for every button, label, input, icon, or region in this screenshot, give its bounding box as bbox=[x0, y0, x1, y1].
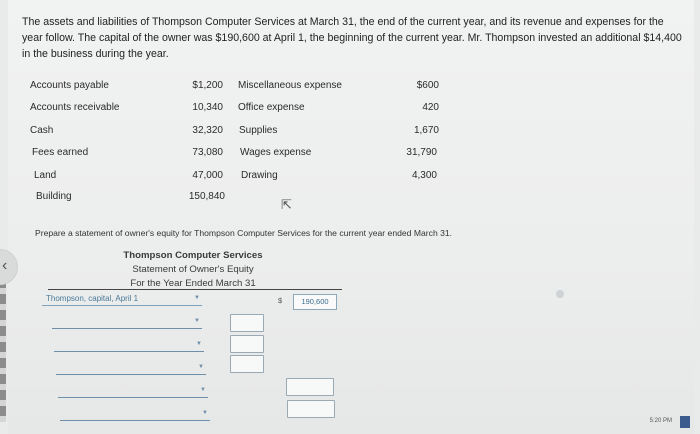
amount-input-row-4[interactable] bbox=[230, 355, 264, 373]
account-select-row-5[interactable] bbox=[58, 385, 208, 398]
amount-input-row-3[interactable] bbox=[230, 335, 264, 353]
account-select-row-2[interactable] bbox=[52, 316, 202, 329]
account-name: Miscellaneous expense bbox=[238, 80, 342, 91]
amount-input-row-5[interactable] bbox=[286, 378, 334, 396]
decorative-dot bbox=[556, 290, 564, 298]
taskbar-clock: 5:20 PM bbox=[649, 418, 672, 424]
account-amount: $1,200 bbox=[192, 80, 223, 91]
chevron-down-icon: ▼ bbox=[194, 295, 200, 301]
account-name: Building bbox=[36, 191, 72, 202]
problem-intro: The assets and liabilities of Thompson Computer Services at March 31, the end of the current year, and its revenue and expenses for the year follow. The capital of the owner was $190,600 at April 1, the beginning of the current year. Mr. Thompson invested an additional $14,400 in the business during the year. bbox=[22, 16, 682, 60]
account-name: Accounts receivable bbox=[30, 102, 120, 113]
account-amount: 32,320 bbox=[192, 125, 223, 136]
homework-page bbox=[8, 0, 694, 434]
mouse-cursor-icon: ⇱ bbox=[281, 197, 292, 212]
statement-company: Thompson Computer Services bbox=[123, 250, 263, 261]
account-select-row-6[interactable] bbox=[60, 408, 210, 421]
problem-prompt: Prepare a statement of owner's equity for Thompson Computer Services for the current year ended March 31. bbox=[35, 228, 453, 238]
account-amount: 4,300 bbox=[411, 170, 437, 181]
account-select-row-3[interactable] bbox=[54, 339, 204, 352]
account-amount: $600 bbox=[416, 80, 439, 91]
chevron-down-icon: ▼ bbox=[198, 364, 204, 370]
account-amount: 31,790 bbox=[406, 147, 437, 158]
account-name: Wages expense bbox=[240, 147, 312, 158]
chevron-down-icon: ▼ bbox=[200, 387, 206, 393]
statement-period: For the Year Ended March 31 bbox=[130, 278, 256, 289]
account-name: Drawing bbox=[241, 170, 278, 181]
account-name: Fees earned bbox=[32, 147, 89, 158]
dollar-sign: $ bbox=[278, 296, 283, 305]
account-amount: 420 bbox=[422, 102, 439, 113]
chevron-down-icon: ▼ bbox=[194, 318, 200, 324]
header-rule bbox=[48, 289, 342, 290]
notification-icon[interactable] bbox=[680, 416, 690, 428]
account-select-row-4[interactable] bbox=[56, 362, 206, 375]
account-name: Accounts payable bbox=[30, 80, 109, 91]
account-name: Supplies bbox=[239, 125, 278, 136]
amount-input-row-1[interactable]: 190,600 bbox=[293, 294, 337, 310]
account-name: Cash bbox=[30, 125, 54, 136]
select-value: Thompson, capital, April 1 bbox=[46, 294, 139, 303]
account-name: Office expense bbox=[238, 102, 305, 113]
account-amount: 150,840 bbox=[188, 191, 225, 202]
account-amount: 10,340 bbox=[192, 102, 223, 113]
chevron-down-icon: ▼ bbox=[196, 341, 202, 347]
chevron-left-icon: ‹ bbox=[2, 257, 8, 274]
account-select-row-1[interactable] bbox=[42, 293, 202, 306]
statement-title: Statement of Owner's Equity bbox=[132, 264, 254, 275]
amount-input-row-2[interactable] bbox=[230, 314, 264, 332]
account-amount: 73,080 bbox=[192, 147, 223, 158]
account-amount: 1,670 bbox=[413, 125, 439, 136]
account-amount: 47,000 bbox=[192, 170, 223, 181]
account-name: Land bbox=[34, 170, 57, 181]
amount-input-row-6[interactable] bbox=[287, 400, 335, 418]
chevron-down-icon: ▼ bbox=[202, 410, 208, 416]
side-panel-strip bbox=[0, 262, 6, 422]
